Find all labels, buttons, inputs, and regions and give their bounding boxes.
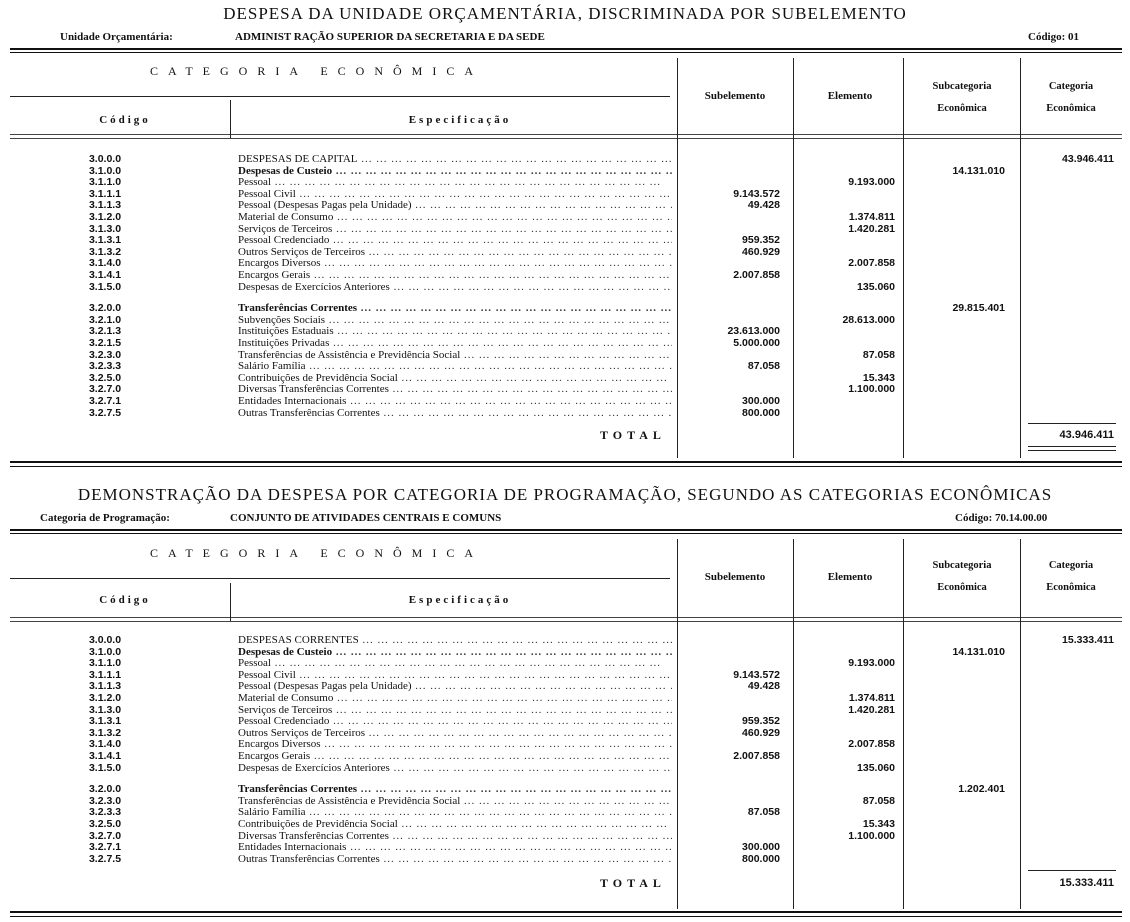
row-code: 3.1.2.0 bbox=[88, 211, 122, 223]
table-row bbox=[10, 751, 1122, 763]
row-code: 3.1.1.1 bbox=[88, 668, 122, 681]
subcategoria-line2: Econômica bbox=[937, 582, 987, 593]
row-specification: Outras Transferências Correntes ... . bbox=[238, 408, 672, 420]
row-elemento: 15.343 bbox=[862, 371, 895, 384]
row-subelemento: 49.428 bbox=[747, 199, 780, 212]
row-subelemento: 300.000 bbox=[742, 841, 780, 854]
row-code: 3.2.0.0 bbox=[88, 783, 122, 796]
row-code: 3.1.0.0 bbox=[88, 645, 122, 658]
row-specification: Outras Transferências Correntes ... . bbox=[238, 854, 672, 866]
table-row bbox=[10, 361, 1122, 373]
table-row bbox=[10, 635, 1122, 647]
row-elemento: 1.100.000 bbox=[848, 829, 895, 842]
subcategoria-line1: Subcategoria bbox=[932, 81, 992, 92]
section1-header-codigo: Código bbox=[99, 114, 151, 126]
row-code: 3.1.2.0 bbox=[88, 692, 122, 704]
table-row bbox=[10, 819, 1122, 831]
row-specification: Instituições Privadas ... . bbox=[238, 338, 672, 350]
row-code: 3.1.3.1 bbox=[88, 234, 122, 247]
row-code: 3.2.3.3 bbox=[88, 360, 122, 373]
row-specification: Transferências Correntes ... . bbox=[238, 784, 672, 796]
row-specification: Despesas de Custeio ... . bbox=[238, 647, 672, 659]
row-code: 3.1.3.0 bbox=[88, 222, 122, 235]
row-specification: Transferências Correntes ... . bbox=[238, 303, 672, 315]
row-specification: Pessoal ... . bbox=[238, 177, 672, 189]
row-elemento: 9.193.000 bbox=[848, 657, 895, 670]
table-row bbox=[10, 807, 1122, 819]
row-code: 3.2.5.0 bbox=[88, 818, 122, 830]
row-code: 3.1.4.1 bbox=[88, 269, 122, 281]
row-elemento: 1.374.811 bbox=[848, 211, 895, 223]
row-elemento: 135.060 bbox=[857, 280, 895, 293]
row-code: 3.2.3.0 bbox=[88, 794, 122, 807]
row-specification: Despesas de Exercícios Anteriores ... . bbox=[238, 282, 672, 294]
row-specification: Encargos Gerais ... . bbox=[238, 270, 672, 282]
section2-meta-value: CONJUNTO DE ATIVIDADES CENTRAIS E COMUNS bbox=[230, 512, 502, 524]
section1-title: DESPESA DA UNIDADE ORÇAMENTÁRIA, DISCRIMINADA POR SUBELEMENTO bbox=[223, 4, 907, 23]
section1-meta-value: ADMINIST RAÇÃO SUPERIOR DA SECRETARIA E DA SEDE bbox=[235, 31, 545, 43]
table-row bbox=[10, 258, 1122, 270]
row-code: 3.1.3.2 bbox=[88, 726, 122, 739]
section1-header-subcategoria bbox=[903, 76, 1021, 120]
row-specification: Pessoal Credenciado ... . bbox=[238, 235, 672, 247]
subcategoria-line2: Econômica bbox=[937, 103, 987, 114]
row-elemento: 28.613.000 bbox=[842, 313, 895, 326]
section1-total-label: TOTAL bbox=[600, 428, 666, 442]
row-subcategoria: 14.131.010 bbox=[952, 164, 1005, 177]
row-code: 3.2.1.0 bbox=[88, 313, 122, 326]
row-categoria: 43.946.411 bbox=[1062, 153, 1114, 165]
row-subelemento: 9.143.572 bbox=[733, 668, 780, 681]
row-code: 3.1.3.1 bbox=[88, 715, 122, 728]
row-elemento: 2.007.858 bbox=[848, 257, 895, 270]
row-specification: Serviços de Terceiros ... . bbox=[238, 224, 672, 236]
row-code: 3.1.3.2 bbox=[88, 245, 122, 258]
table-row bbox=[10, 189, 1122, 201]
table-row bbox=[10, 763, 1122, 775]
row-code: 3.1.5.0 bbox=[88, 280, 122, 293]
row-code: 3.1.1.3 bbox=[88, 199, 122, 212]
row-specification: Diversas Transferências Correntes ... . bbox=[238, 831, 672, 843]
row-specification: Pessoal ... . bbox=[238, 658, 672, 670]
table-row bbox=[10, 705, 1122, 717]
row-specification: Despesas de Custeio ... . bbox=[238, 166, 672, 178]
table-row bbox=[10, 166, 1122, 178]
row-subelemento: 9.143.572 bbox=[733, 187, 780, 200]
row-subelemento: 87.058 bbox=[747, 806, 780, 819]
row-code: 3.2.5.0 bbox=[88, 371, 122, 384]
row-subelemento: 460.929 bbox=[742, 245, 780, 258]
row-code: 3.2.7.1 bbox=[88, 395, 122, 407]
table-row bbox=[10, 831, 1122, 843]
row-elemento: 87.058 bbox=[862, 794, 895, 807]
section2-table bbox=[10, 529, 1122, 922]
table-row bbox=[10, 315, 1122, 327]
categoria-line2: Econômica bbox=[1046, 582, 1096, 593]
row-specification: Despesas de Exercícios Anteriores ... . bbox=[238, 763, 672, 775]
table-row bbox=[10, 842, 1122, 854]
row-specification: Entidades Internacionais ... . bbox=[238, 396, 672, 408]
row-subelemento: 5.000.000 bbox=[733, 337, 780, 349]
row-specification: Material de Consumo ... . bbox=[238, 212, 672, 224]
row-code: 3.2.1.3 bbox=[88, 325, 122, 338]
row-specification: Pessoal Credenciado ... . bbox=[238, 716, 672, 728]
row-subelemento: 959.352 bbox=[742, 234, 780, 247]
table-row bbox=[10, 303, 1122, 315]
table-row bbox=[10, 270, 1122, 282]
section1-header-elemento: Elemento bbox=[827, 90, 873, 102]
row-code: 3.1.1.3 bbox=[88, 680, 122, 693]
row-specification: Entidades Internacionais ... . bbox=[238, 842, 672, 854]
subcategoria-line1: Subcategoria bbox=[932, 560, 992, 571]
row-code: 3.1.1.1 bbox=[88, 187, 122, 200]
categoria-line1: Categoria bbox=[1048, 560, 1094, 571]
row-specification: Salário Família ... . bbox=[238, 361, 672, 373]
section2-title: DEMONSTRAÇÃO DA DESPESA POR CATEGORIA DE PROGRAMAÇÃO, SEGUNDO AS CATEGORIAS ECONÔMICAS bbox=[77, 485, 1053, 504]
row-specification: Salário Família ... . bbox=[238, 807, 672, 819]
table-row bbox=[10, 326, 1122, 338]
table-row bbox=[10, 670, 1122, 682]
row-subelemento: 49.428 bbox=[747, 680, 780, 693]
table-row bbox=[10, 784, 1122, 796]
row-specification: Contribuições de Previdência Social ... . bbox=[238, 373, 672, 385]
row-specification: Material de Consumo ... . bbox=[238, 693, 672, 705]
row-specification: Encargos Diversos ... . bbox=[238, 258, 672, 270]
row-elemento: 1.420.281 bbox=[848, 222, 895, 235]
row-code: 3.1.4.0 bbox=[88, 257, 122, 270]
row-code: 3.2.7.0 bbox=[88, 383, 122, 396]
table-row bbox=[10, 373, 1122, 385]
row-code: 3.1.3.0 bbox=[88, 703, 122, 716]
categoria-line1: Categoria bbox=[1048, 81, 1094, 92]
table-row bbox=[10, 282, 1122, 294]
row-subelemento: 300.000 bbox=[742, 395, 780, 407]
section1-total-value: 43.946.411 bbox=[1059, 429, 1114, 441]
table-row bbox=[10, 681, 1122, 693]
row-specification: Pessoal (Despesas Pagas pela Unidade) ... . bbox=[238, 200, 672, 212]
row-elemento: 2.007.858 bbox=[848, 738, 895, 751]
table-row bbox=[10, 739, 1122, 751]
section2-header-codigo: Código bbox=[99, 594, 151, 606]
section2-header-subelemento: Subelemento bbox=[704, 571, 766, 583]
table-row bbox=[10, 396, 1122, 408]
row-code: 3.0.0.0 bbox=[88, 153, 122, 165]
row-subelemento: 87.058 bbox=[747, 360, 780, 373]
categoria-line2: Econômica bbox=[1046, 103, 1096, 114]
section1-meta-label: Unidade Orçamentária: bbox=[60, 31, 173, 43]
row-code: 3.2.7.1 bbox=[88, 841, 122, 854]
table-row bbox=[10, 154, 1122, 166]
row-elemento: 1.374.811 bbox=[848, 692, 895, 704]
section2-header-categoria-eco bbox=[1020, 555, 1122, 599]
row-specification: Pessoal (Despesas Pagas pela Unidade) ... . bbox=[238, 681, 672, 693]
row-specification: Pessoal Civil ... . bbox=[238, 670, 672, 682]
row-subcategoria: 14.131.010 bbox=[952, 645, 1005, 658]
section2-meta-label: Categoria de Programação: bbox=[40, 512, 170, 524]
row-code: 3.1.5.0 bbox=[88, 761, 122, 774]
table-row bbox=[10, 854, 1122, 866]
table-row bbox=[10, 224, 1122, 236]
row-subelemento: 800.000 bbox=[742, 852, 780, 865]
row-code: 3.1.0.0 bbox=[88, 164, 122, 177]
table-row bbox=[10, 728, 1122, 740]
section2-header-elemento: Elemento bbox=[827, 571, 873, 583]
row-specification: Serviços de Terceiros ... . bbox=[238, 705, 672, 717]
row-code: 3.2.7.5 bbox=[88, 406, 122, 419]
table-row bbox=[10, 796, 1122, 808]
row-code: 3.1.4.0 bbox=[88, 738, 122, 751]
row-code: 3.2.0.0 bbox=[88, 302, 122, 315]
section1-header-especificacao: Especificação bbox=[408, 114, 512, 126]
table-row bbox=[10, 408, 1122, 420]
row-specification: Contribuições de Previdência Social ... . bbox=[238, 819, 672, 831]
row-subelemento: 2.007.858 bbox=[733, 750, 780, 762]
row-elemento: 1.100.000 bbox=[848, 383, 895, 396]
row-specification: Subvenções Sociais ... . bbox=[238, 315, 672, 327]
row-code: 3.2.7.0 bbox=[88, 829, 122, 842]
row-specification: Instituições Estaduais ... . bbox=[238, 326, 672, 338]
table-row bbox=[10, 658, 1122, 670]
row-code: 3.2.1.5 bbox=[88, 337, 122, 349]
row-specification: Encargos Gerais ... . bbox=[238, 751, 672, 763]
row-code: 3.0.0.0 bbox=[88, 634, 122, 646]
table-row bbox=[10, 384, 1122, 396]
row-specification: DESPESAS CORRENTES ... . bbox=[238, 635, 672, 647]
row-code: 3.1.1.0 bbox=[88, 657, 122, 670]
section2-header-especificacao: Especificação bbox=[408, 594, 512, 606]
section1-code-label: Código: 01 bbox=[1028, 31, 1080, 43]
row-subcategoria: 1.202.401 bbox=[958, 783, 1005, 796]
table-row bbox=[10, 235, 1122, 247]
table-row bbox=[10, 247, 1122, 259]
table-row bbox=[10, 212, 1122, 224]
row-code: 3.2.3.0 bbox=[88, 348, 122, 361]
row-specification: Pessoal Civil ... . bbox=[238, 189, 672, 201]
table-row bbox=[10, 693, 1122, 705]
row-subelemento: 800.000 bbox=[742, 406, 780, 419]
row-subcategoria: 29.815.401 bbox=[952, 302, 1005, 315]
row-specification: Diversas Transferências Correntes ... . bbox=[238, 384, 672, 396]
row-subelemento: 959.352 bbox=[742, 715, 780, 728]
section2-header-categoria: CATEGORIA ECONÔMICA bbox=[150, 546, 484, 560]
section1-table bbox=[10, 48, 1122, 468]
row-subelemento: 2.007.858 bbox=[733, 269, 780, 281]
row-specification: Outros Serviços de Terceiros ... . bbox=[238, 247, 672, 259]
row-specification: DESPESAS DE CAPITAL ... . bbox=[238, 154, 672, 166]
table-row bbox=[10, 200, 1122, 212]
section1-header-categoria-eco bbox=[1020, 76, 1122, 120]
table-row bbox=[10, 350, 1122, 362]
table-row bbox=[10, 338, 1122, 350]
row-code: 3.1.1.0 bbox=[88, 176, 122, 189]
section2-total-value: 15.333.411 bbox=[1059, 877, 1114, 889]
row-specification: Encargos Diversos ... . bbox=[238, 739, 672, 751]
row-elemento: 87.058 bbox=[862, 348, 895, 361]
section1-header-categoria: CATEGORIA ECONÔMICA bbox=[150, 64, 484, 78]
section2-code-label: Código: 70.14.00.00 bbox=[955, 512, 1048, 524]
row-subelemento: 23.613.000 bbox=[727, 325, 780, 338]
row-specification: Outros Serviços de Terceiros ... . bbox=[238, 728, 672, 740]
section2-header-subcategoria bbox=[903, 555, 1021, 599]
row-code: 3.2.3.3 bbox=[88, 806, 122, 819]
row-specification: Transferências de Assistência e Previdência Social ... . bbox=[238, 796, 672, 808]
row-subelemento: 460.929 bbox=[742, 726, 780, 739]
row-elemento: 9.193.000 bbox=[848, 176, 895, 189]
table-row bbox=[10, 177, 1122, 189]
table-row bbox=[10, 716, 1122, 728]
row-elemento: 15.343 bbox=[862, 818, 895, 830]
section2-total-label: TOTAL bbox=[600, 876, 666, 890]
row-elemento: 1.420.281 bbox=[848, 703, 895, 716]
row-specification: Transferências de Assistência e Previdência Social ... . bbox=[238, 350, 672, 362]
table-row bbox=[10, 647, 1122, 659]
section1-header-subelemento: Subelemento bbox=[704, 90, 766, 102]
row-code: 3.2.7.5 bbox=[88, 852, 122, 865]
row-code: 3.1.4.1 bbox=[88, 750, 122, 762]
row-categoria: 15.333.411 bbox=[1062, 634, 1114, 646]
row-elemento: 135.060 bbox=[857, 761, 895, 774]
